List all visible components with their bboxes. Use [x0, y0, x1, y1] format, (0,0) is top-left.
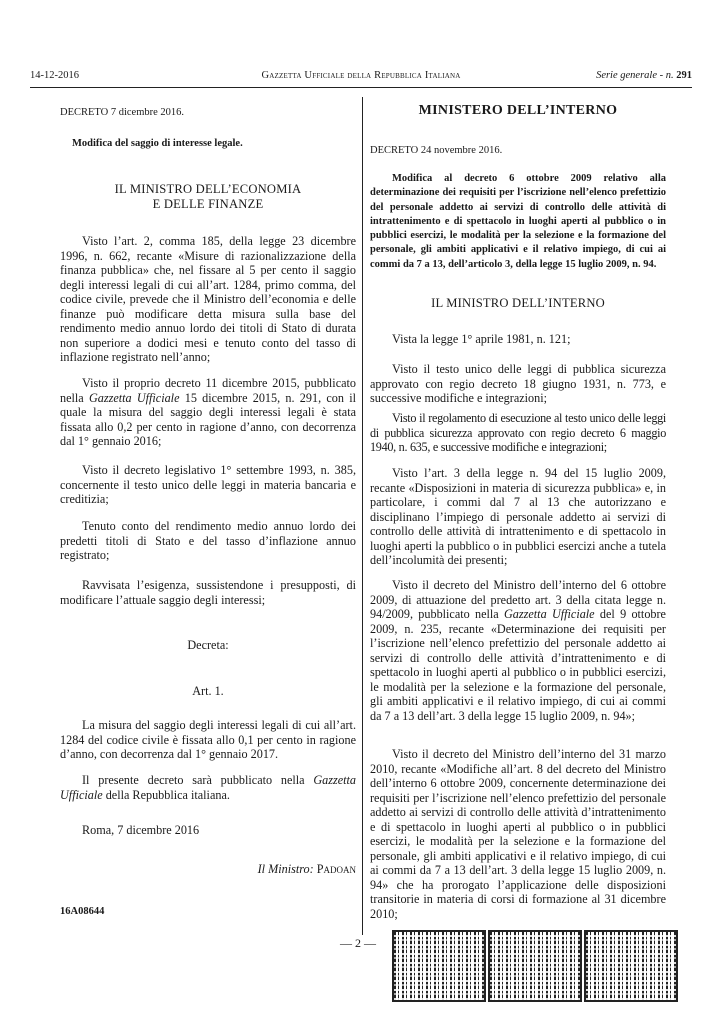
left-paragraph-1: Visto l’art. 2, comma 185, della legge 23 dicembre 1996, n. 662, recante «Misure di razionalizzazione della finanza pubblica» che, nel fissare al 5 per cento il saggio degli interessi legali di cui all’art. 1284, primo comma, del codice civile, prevede che il Ministro dell’economia e delle finanze può modificare detta misura sulla base del rendimento medio annuo lordo dei titoli di Stato di durata non superiore a dodici mesi e tenuto conto del tasso di inflazione registrato nell’anno;	[60, 234, 356, 364]
header-rule	[30, 87, 692, 88]
barcode-3	[584, 930, 678, 1002]
right-decree-subject: Modifica al decreto 6 ottobre 2009 relativo alla determinazione dei requisiti per l’iscrizione nell’elenco prefettizio del personale addetto ai servizi di controllo delle attività di intrattenimento e di spettacolo in luoghi aperti al pubblico o in pubblici esercizi, le modalità per la selezione e la formazione del personale, gli ambiti applicativi e il relativo impiego, di cui ai commi da 7 a 13, dell’articolo 3, della legge 15 luglio 2009, n. 94.	[370, 173, 666, 270]
left-minister-line2: E DELLE FINANZE	[152, 197, 264, 211]
barcode-2	[488, 930, 582, 1002]
left-signature	[60, 862, 356, 877]
left-minister-line1: IL MINISTRO DELL’ECONOMIA	[114, 182, 302, 196]
header-series-label: Serie generale - n.	[596, 70, 674, 81]
right-decree-date: DECRETO 24 novembre 2016.	[370, 145, 503, 156]
right-paragraph-4: Visto l’art. 3 della legge n. 94 del 15 luglio 2009, recante «Disposizioni in materia di sicurezza pubblica» e, in particolare, i commi dal 7 al 13 che autorizzano e disciplinano l’impiego di personale addetto ai servizi di controllo delle attività di intrattenimento e di spettacolo in luoghi aperti la pubblico o in pubblici esercizi anche a tutela dell’incolumità dei presenti;	[370, 466, 666, 567]
page-number: — 2 —	[340, 936, 376, 950]
column-divider	[362, 97, 363, 935]
signature-name: Padoan	[316, 862, 356, 876]
left-paragraph-4: Tenuto conto del rendimento medio annuo lordo dei predetti titoli di Stato e del tasso d’inflazione annuo registrato;	[60, 519, 356, 562]
header-date: 14-12-2016	[30, 70, 79, 81]
right-p5-text-a: Visto il decreto del Ministro dell’interno del 6 ottobre 2009, di attuazione del predetto art. 3 della citata legge n. 94/2009, pubblicato nella	[370, 578, 666, 621]
left-decreta: Decreta:	[187, 638, 229, 652]
page-header	[30, 70, 692, 86]
right-paragraph-1: Vista la legge 1° aprile 1981, n. 121;	[392, 332, 571, 346]
header-gazette-title: Gazzetta Ufficiale della Repubblica Italiana	[261, 70, 461, 81]
left-document-code: 16A08644	[60, 906, 105, 917]
barcode-1	[392, 930, 486, 1002]
right-paragraph-5	[370, 578, 666, 723]
left-p7-gazette: Gazzetta Ufficiale	[60, 773, 356, 802]
left-place-date: Roma, 7 dicembre 2016	[82, 823, 200, 837]
left-p2-text-a: Visto il proprio decreto 11 dicembre 2015, pubblicato nella	[60, 376, 356, 405]
header-series-number: 291	[676, 70, 692, 81]
right-paragraph-3: Visto il regolamento di esecuzione al testo unico delle leggi di pubblica sicurezza approvato con regio decreto 6 maggio 1940, n. 635, e successive modifiche e integrazioni;	[370, 411, 666, 454]
left-paragraph-7	[60, 773, 356, 802]
right-paragraph-6: Visto il decreto del Ministro dell’interno del 31 marzo 2010, recante «Modifiche all’art. 8 del decreto del Ministro dell’interno 6 ottobre 2009, concernente determinazione dei requisiti per l’iscrizione nell’elenco prefettizio del personale addetto ai servizi di controllo delle attività d’intrattenimento e di spettacolo in luoghi aperti al pubblico o in pubblici esercizi, le modalità per la selezione e la formazione del personale, gli ambiti applicativi e il relativo impiego, di cui ai commi da 7 a 13 dell’art. 3 della legge 15 luglio 2009, n. 94» che ha prorogato l’applicazione delle disposizioni transitorie in materia di corsi di formazione al 31 dicembre 2010;	[370, 747, 666, 921]
left-paragraph-3: Visto il decreto legislativo 1° settembre 1993, n. 385, concernente il testo unico delle leggi in materia bancaria e creditizia;	[60, 463, 356, 506]
right-p5-text-b: del 9 ottobre 2009, n. 235, recante «Determinazione dei requisiti per l’iscrizione nell’elenco prefettizio del personale addetto ai servizi di controllo delle attività d’intrattenimento e di spettacolo in luoghi aperti al pubblico o in pubblici esercizi, le modalità per la selezione e la formazione del personale, gli ambiti applicativi e il relativo impiego, di cui ai commi da 7 a 13 dell’art. 3 della legge 15 luglio 2009, n. 94»;	[370, 607, 666, 723]
right-p5-gazette: Gazzetta Ufficiale	[504, 607, 595, 621]
header-series	[596, 70, 692, 81]
left-decree-subject: Modifica del saggio di interesse legale.	[72, 138, 243, 149]
left-p2-gazette: Gazzetta Ufficiale	[88, 390, 180, 405]
left-decree-date: DECRETO 7 dicembre 2016.	[60, 107, 185, 118]
left-article-title: Art. 1.	[192, 684, 224, 698]
left-p7-text-b: della Repubblica italiana.	[102, 787, 230, 802]
right-ministry-heading: MINISTERO DELL’INTERNO	[418, 103, 618, 118]
left-p2-text-b: 15 dicembre 2015, n. 291, con il quale la misura del saggio degli interessi legali è stata fissata allo 0,2 per cento in ragione d’anno, con decorrenza dal 1° gennaio 2016;	[60, 390, 356, 448]
left-paragraph-2	[60, 376, 356, 449]
right-minister-heading: IL MINISTRO DELL’INTERNO	[431, 296, 605, 310]
signature-label: Il Ministro:	[257, 862, 314, 876]
left-paragraph-5: Ravvisata l’esigenza, sussistendone i presupposti, di modificare l’attuale saggio degli interessi;	[60, 578, 356, 607]
right-paragraph-2: Visto il testo unico delle leggi di pubblica sicurezza approvato con regio decreto 18 giugno 1931, n. 773, e successive modifiche e integrazioni;	[370, 362, 666, 405]
left-p7-text-a: Il presente decreto sarà pubblicato nella	[82, 773, 314, 787]
left-paragraph-6: La misura del saggio degli interessi legali di cui all’art. 1284 del codice civile è fissata allo 0,1 per cento in ragione d’anno, con decorrenza dal 1° gennaio 2017.	[60, 718, 356, 761]
